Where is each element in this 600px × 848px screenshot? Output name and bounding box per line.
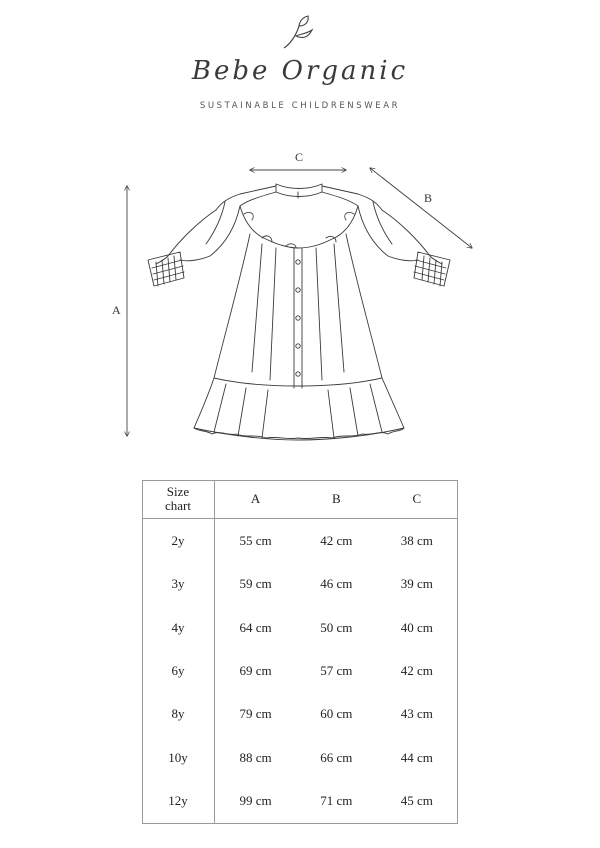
size-chart-header-a: A: [215, 480, 297, 519]
measure-c-cell: 45 cm: [400, 793, 433, 809]
size-cell: 2y: [142, 519, 215, 563]
measure-a-cell: 88 cm: [239, 749, 272, 765]
table-row: [142, 606, 457, 649]
dress-drawing: [148, 184, 450, 440]
table-row: [142, 780, 457, 823]
dress-sketch: [0, 140, 600, 450]
measure-a-cell: 59 cm: [239, 576, 272, 592]
measure-b-cell: 50 cm: [320, 619, 353, 635]
measure-a-cell: 64 cm: [239, 619, 272, 635]
brand-tagline: SUSTAINABLE CHILDRENSWEAR: [199, 101, 401, 111]
size-cell: 10y: [142, 736, 215, 779]
brand-name: Bebe Organic: [191, 56, 409, 86]
dimension-b-label: B: [424, 191, 433, 205]
size-cell: 6y: [142, 649, 215, 692]
table-row: [142, 519, 457, 563]
measure-b-cell: 57 cm: [320, 662, 353, 678]
measure-b-cell: 71 cm: [320, 793, 353, 809]
size-cell: 3y: [142, 562, 215, 605]
measure-c-cell: 39 cm: [400, 576, 433, 592]
measure-a-cell: 55 cm: [239, 532, 272, 548]
table-row: [142, 649, 457, 692]
measure-c-cell: 42 cm: [400, 662, 433, 678]
size-chart-header-c: C: [377, 480, 457, 519]
leaf-icon: [280, 14, 322, 52]
measure-b-cell: 46 cm: [320, 576, 353, 592]
size-chart-table: [142, 480, 457, 823]
dimension-a-label: A: [112, 303, 121, 317]
measure-a-cell: 99 cm: [239, 793, 272, 809]
table-row: [142, 562, 457, 605]
size-cell: 4y: [142, 606, 215, 649]
size-header-line2: chart: [165, 498, 191, 513]
measure-b-cell: 66 cm: [320, 749, 353, 765]
measure-a-cell: 79 cm: [239, 706, 272, 722]
size-cell: 8y: [142, 693, 215, 736]
measure-b-cell: 42 cm: [320, 532, 353, 548]
measure-b-cell: 60 cm: [320, 706, 353, 722]
size-chart-header-row: [142, 480, 457, 519]
size-chart-header-b: B: [296, 480, 376, 519]
measure-c-cell: 38 cm: [400, 532, 433, 548]
size-cell: 12y: [142, 780, 215, 823]
table-row: [142, 736, 457, 779]
size-header-line1: Size: [166, 484, 190, 499]
table-row: [142, 693, 457, 736]
measure-a-cell: 69 cm: [239, 662, 272, 678]
dimension-b-arrow: [370, 168, 472, 248]
size-chart-header-size: [142, 480, 215, 519]
measure-c-cell: 43 cm: [400, 706, 433, 722]
measure-c-cell: 44 cm: [400, 749, 433, 765]
dimension-c-label: C: [295, 150, 304, 164]
measure-c-cell: 40 cm: [400, 619, 433, 635]
